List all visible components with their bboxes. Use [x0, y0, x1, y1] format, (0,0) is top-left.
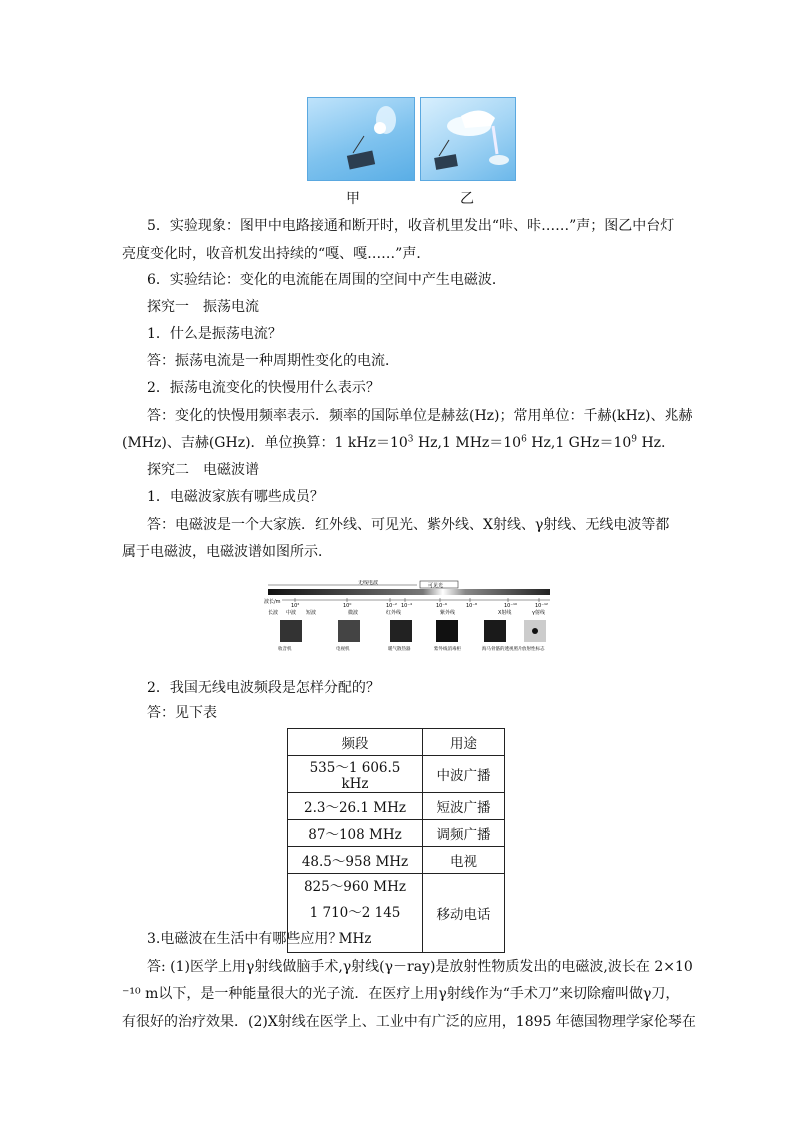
para-6: 6．实验结论：变化的电流能在周围的空间中产生电磁波．	[147, 272, 506, 288]
answer-4: 答：见下表	[147, 705, 217, 721]
em-spectrum-figure	[262, 580, 555, 664]
question-4: 2．我国无线电波频段是怎样分配的？	[147, 680, 380, 696]
header-band: 频段	[288, 729, 423, 756]
question-3: 1．电磁波家族有哪些成员？	[147, 489, 324, 505]
table-row	[288, 820, 505, 847]
tick-label: 10⁻¹⁰	[504, 603, 518, 609]
band-label: 红外线	[386, 610, 402, 616]
band-label: 中波	[286, 610, 297, 616]
table-header-row	[288, 729, 505, 756]
radio-label: 无线电波	[358, 580, 379, 586]
desk-lamp-radio-illustration	[421, 98, 515, 180]
tick-label: 10⁻⁸	[466, 603, 478, 609]
band-cell: 825～960 MHz 1 710～2 145 MHz	[288, 874, 423, 953]
device-image	[484, 620, 506, 642]
explore-heading-1: 探究一 振荡电流	[147, 299, 259, 315]
device-image	[436, 620, 458, 642]
device-image	[338, 620, 360, 642]
band-label: γ射线	[532, 610, 545, 616]
use-cell: 电视	[423, 847, 505, 874]
explore-heading-2: 探究二 电磁波谱	[147, 462, 259, 478]
caption-jia: 甲	[346, 191, 360, 207]
band-label: 长波	[268, 610, 279, 616]
answer-2-line1: 答：变化的快慢用频率表示．频率的国际单位是赫兹(Hz)；常用单位：千赫(kHz)、兆赫	[147, 408, 693, 424]
band-label: 短波	[306, 610, 317, 616]
para-5-line1: 5．实验现象：图甲中电路接通和断开时，收音机里发出“咔、咔……”声；图乙中台灯	[147, 218, 675, 234]
spectrum-svg	[262, 580, 555, 664]
para-5-line2: 亮度变化时，收音机发出持续的“嘎、嘎……”声．	[122, 246, 431, 262]
band-cell: 2.3～26.1 MHz	[288, 793, 423, 820]
lamp-radio-illustration	[308, 98, 414, 180]
use-cell: 中波广播	[423, 756, 505, 793]
band-label: 微波	[348, 610, 359, 616]
answer-1: 答：振荡电流是一种周期性变化的电流．	[147, 353, 399, 369]
axis-label: 波长/m	[264, 599, 281, 605]
band-cell: 87～108 MHz	[288, 820, 423, 847]
device-label: 放射性标志	[522, 647, 545, 652]
answer-5-line2: ⁻¹⁰ m以下，是一种能量很大的光子流．在医疗上用γ射线作为“手术刀”来切除瘤叫做γ刀，	[122, 986, 680, 1002]
tick-label: 10⁻¹²	[535, 603, 549, 609]
table-row	[288, 847, 505, 874]
experiment-photo-yi	[420, 97, 516, 181]
question-5: 3.电磁波在生活中有哪些应用？	[147, 931, 343, 947]
question-2: 2．振荡电流变化的快慢用什么表示？	[147, 380, 380, 396]
device-label: 收音机	[278, 647, 292, 652]
device-label: 暖气散热器	[388, 647, 411, 652]
device-image	[280, 620, 302, 642]
answer-5-line1: 答: (1)医学上用γ射线做脑手术,γ射线(γ－ray)是放射性物质发出的电磁波,波长在 2×10	[147, 959, 693, 975]
radiation-icon	[532, 628, 538, 634]
table-row	[288, 756, 505, 793]
use-cell: 调频广播	[423, 820, 505, 847]
tick-label: 10⁻⁴	[401, 603, 413, 609]
band-label: X射线	[498, 610, 512, 616]
tick-label: 10⁻⁶	[436, 603, 448, 609]
tick-label: 10²	[291, 603, 300, 609]
answer-2-line2: (MHz)、吉赫(GHz)．单位换算：1 $kHz=10^3$ Hz,1 $MHz=10^6$ Hz,1 $GHz=10^9$ Hz.	[122, 434, 666, 451]
band-cell: 48.5～958 MHz	[288, 847, 423, 874]
visible-light-label: 可见光	[428, 583, 444, 589]
experiment-photo-jia	[307, 97, 415, 181]
device-image	[390, 620, 412, 642]
tick-label: 10⁻²	[386, 603, 398, 609]
tick-label: 10⁰	[343, 603, 352, 609]
answer-5-line3: 有很好的治疗效果．(2)X射线在医学上、工业中有广泛的应用，1895 年德国物理学家伦琴在	[122, 1014, 696, 1030]
use-cell: 移动电话	[423, 874, 505, 953]
table-row	[288, 793, 505, 820]
answer-3-line2: 属于电磁波，电磁波谱如图所示．	[122, 544, 332, 560]
band-cell: 535～1 606.5 kHz	[288, 756, 423, 793]
band-label: 紫外线	[440, 610, 456, 616]
spectrum-bar	[268, 589, 550, 595]
device-label: 电视机	[336, 647, 350, 652]
frequency-table	[287, 728, 505, 953]
device-label: 紫外线消毒柜	[434, 647, 461, 652]
answer-3-line1: 答：电磁波是一个大家族．红外线、可见光、紫外线、X射线、γ射线、无线电波等都	[147, 517, 670, 533]
use-cell: 短波广播	[423, 793, 505, 820]
device-label: 海马骨骼的透视照片	[482, 647, 523, 652]
question-1: 1．什么是振荡电流？	[147, 326, 282, 342]
caption-yi: 乙	[460, 191, 474, 207]
header-use: 用途	[423, 729, 505, 756]
